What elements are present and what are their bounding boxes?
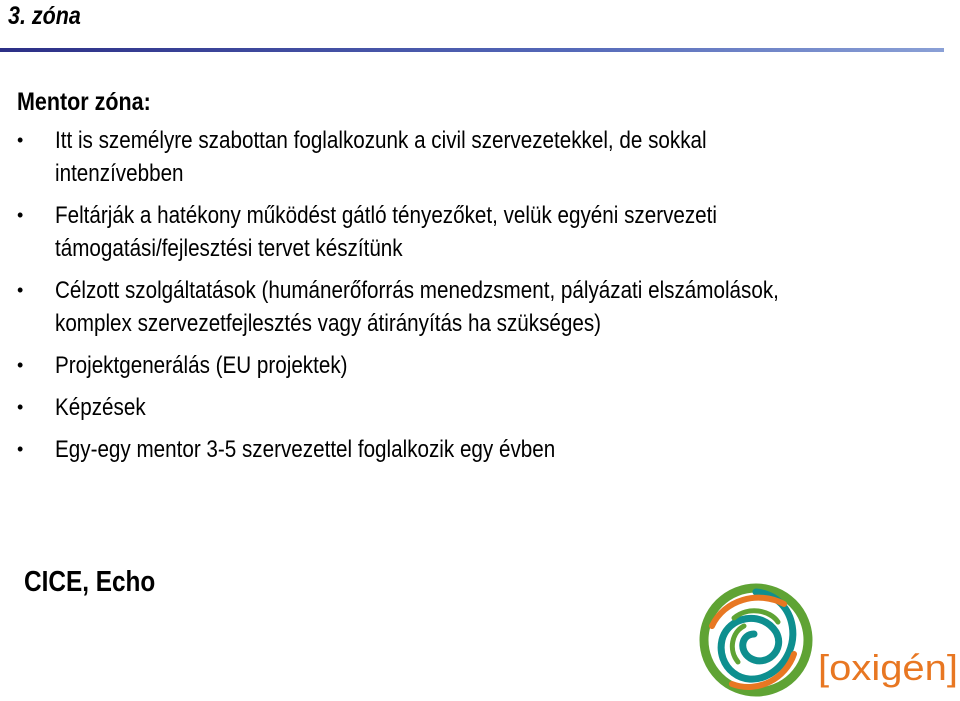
logo-wordmark: [oxigén] (818, 647, 958, 688)
bullet-list (0, 124, 940, 475)
bullet-icon: • (17, 439, 24, 459)
bullet-line: Projektgenerálás (EU projektek) (55, 352, 348, 379)
bullet-item (0, 274, 940, 340)
bullet-line: Képzések (55, 394, 146, 421)
bullet-icon: • (17, 280, 24, 300)
bullet-item (0, 199, 940, 265)
bullet-item (0, 433, 940, 466)
bullet-item (0, 124, 940, 190)
bullet-icon: • (17, 397, 24, 417)
bullet-line: intenzívebben (55, 160, 184, 187)
bullet-line: támogatási/fejlesztési tervet készítünk (55, 235, 403, 262)
bullet-line: Itt is személyre szabottan foglalkozunk a civil szervezetekkel, de sokkal (55, 127, 707, 154)
title-divider (0, 48, 944, 52)
slide-title: 3. zóna (8, 2, 81, 30)
bullet-icon: • (17, 205, 24, 225)
bullet-line: Célzott szolgáltatások (humánerőforrás menedzsment, pályázati elszámolások, (55, 277, 779, 304)
bullet-icon: • (17, 130, 24, 150)
section-heading: Mentor zóna: (17, 88, 151, 116)
bullet-line: Feltárják a hatékony működést gátló tényezőket, velük egyéni szervezeti (55, 202, 717, 229)
bullet-icon: • (17, 355, 24, 375)
oxigen-logo (698, 582, 960, 701)
bullet-line: komplex szervezetfejlesztés vagy átirányítás ha szükséges) (55, 310, 602, 337)
bullet-item (0, 391, 940, 424)
bullet-item (0, 349, 940, 382)
bullet-line: Egy-egy mentor 3-5 szervezettel foglalkozik egy évben (55, 436, 556, 463)
footer-text: CICE, Echo (24, 566, 156, 598)
swirl-logo-icon (704, 588, 808, 692)
